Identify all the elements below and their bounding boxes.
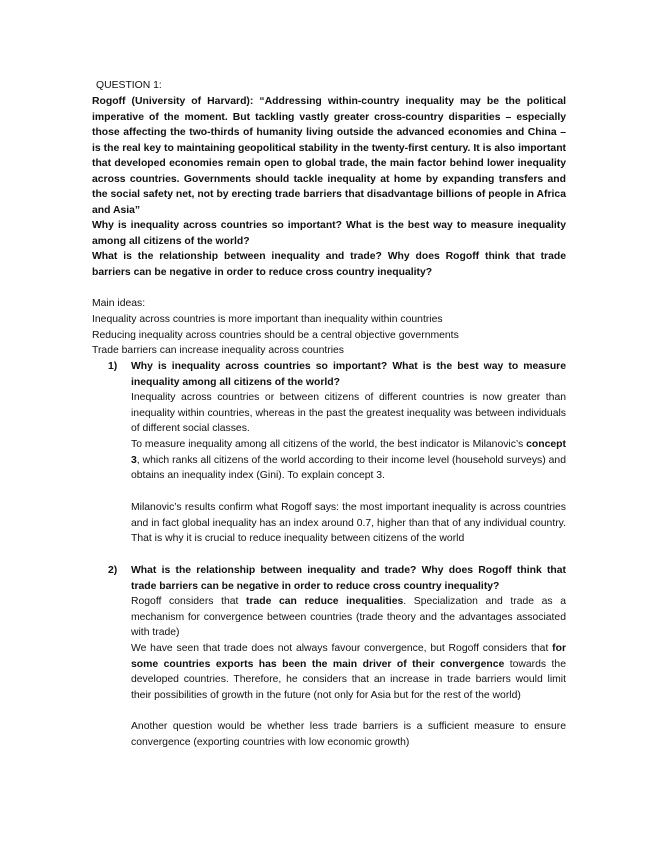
exports-driver-emphasis: for some countries exports has been the main driver of their convergence [131,643,566,670]
answer-1-number: 1) [108,361,118,372]
answer-1-paragraph [131,437,566,484]
answer-2-paragraph [131,594,566,641]
quote-text: “Addressing within-country inequality may be the political imperative of the moment. But tackling vastly greater cross-country disparities – especially those affecting the two-thirds of humanity living outside the advanced economies and China – is the real key to maintaining geopolitical stability in the twenty-first century. It is also important that developed economies remain open to global trade, the main factor behind lower inequality across countries. Governments should tackle inequality at home by expanding transfers and the social safety net, not by erecting trade barriers that disadvantage billions of people in Africa and Asia” [92,96,566,216]
trade-reduces-inequality-emphasis: trade can reduce inequalities [245,596,404,607]
answer-1-p2-text: To measure inequality among all citizens of the world, the best indicator is Milanovic’s [131,439,527,450]
answer-2-p1-text-cont: . Specialization and trade as a mechanism for convergence between countries (trade theory and the advantages associated with trade) [131,596,566,638]
answer-1-heading [108,359,566,390]
answer-2-number: 2) [108,565,118,576]
main-idea-item: Inequality across countries is more important than inequality within countries [92,314,443,325]
quote-author: Rogoff (University of Harvard): [92,96,254,107]
answer-2-p2-text: We have seen that trade does not always favour convergence, but Rogoff considers that [131,643,553,654]
answer-2-p2-text-cont: towards the developed countries. Therefore, he considers that an increase in trade barriers would limit their possibilities of growth in the future (not only for Asia but for the rest of the world) [131,658,566,701]
answer-2-p1-text: Rogoff considers that [131,596,246,607]
main-ideas-heading: Main ideas: [92,298,146,309]
answer-2-paragraph: Another question would be whether less trade barriers is a sufficient measure to ensure convergence (exporting countries with low economic growth) [131,721,566,748]
answer-2-paragraph [131,641,566,703]
question-label: QUESTION 1: [96,80,162,91]
answer-2-heading [108,563,566,594]
concept-3-emphasis: concept 3 [131,439,566,466]
answer-1-p2-text-cont: , which ranks all citizens of the world according to their income level (household surveys) and obtains an inequality index (Gini). To explain concept 3. [131,454,566,481]
answer-2-question: What is the relationship between inequality and trade? Why does Rogoff think that trade barriers can be negative in order to reduce cross country inequality? [131,565,566,592]
answer-1-question: Why is inequality across countries so important? What is the best way to measure inequality among all citizens of the world? [131,361,566,388]
answer-1-paragraph: Inequality across countries or between citizens of different countries is now greater than inequality within countries, whereas in the past the greatest inequality was between individuals of different social classes. [131,392,566,434]
rogoff-quote [92,94,566,218]
question-one: Why is inequality across countries so important? What is the best way to measure inequality among all citizens of the world? [92,220,566,247]
main-idea-item: Trade barriers can increase inequality across countries [92,345,344,356]
answer-1-paragraph: Milanovic’s results confirm what Rogoff says: the most important inequality is across countries and in fact global inequality has an index around 0.7, higher than that of any individual country. That is why it is crucial to reduce inequality between citizens of the world [131,502,566,544]
main-idea-item: Reducing inequality across countries should be a central objective governments [92,330,459,341]
question-two: What is the relationship between inequality and trade? Why does Rogoff think that trade barriers can be negative in order to reduce cross country inequality? [92,251,566,278]
